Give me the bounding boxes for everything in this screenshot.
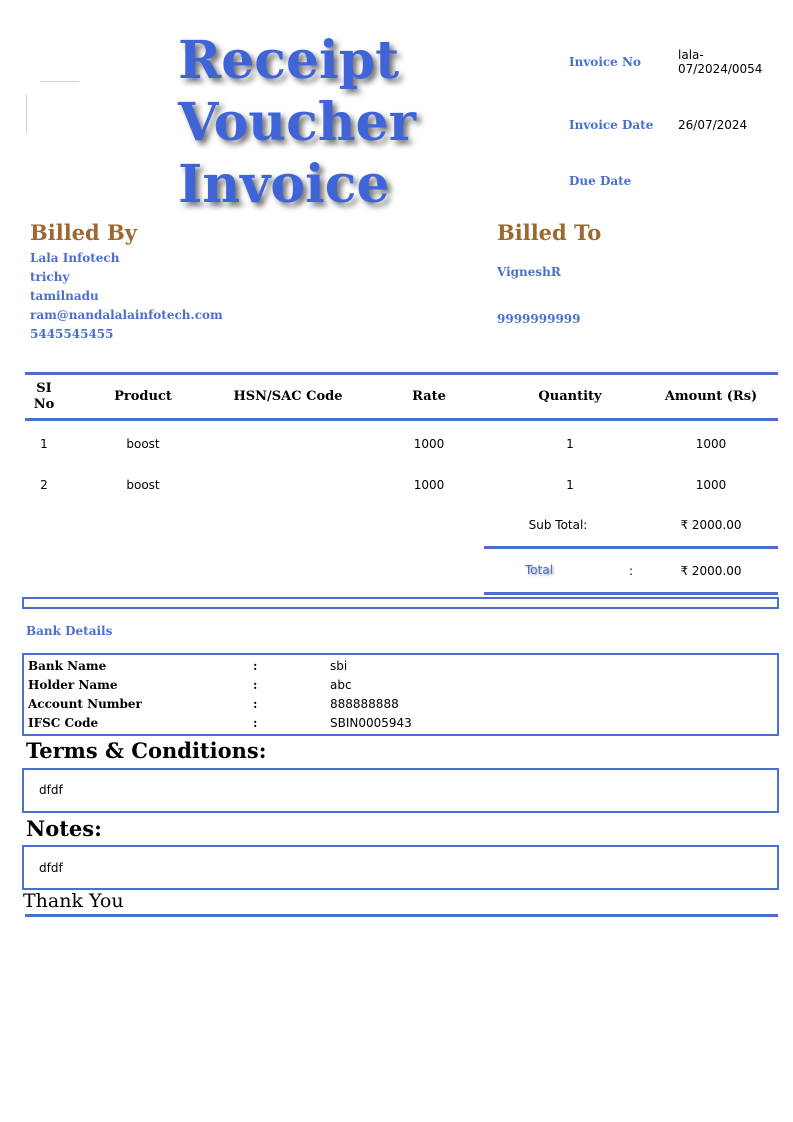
invoice-no-value xyxy=(678,48,762,76)
ifsc-code-value: SBIN0005943 xyxy=(330,716,412,730)
terms-text: dfdf xyxy=(39,783,63,797)
invoice-no-label: Invoice No xyxy=(569,55,641,69)
row-1-product: boost xyxy=(126,437,160,451)
column-header-si-line2: No xyxy=(33,397,55,412)
terms-heading: Terms & Conditions: xyxy=(26,738,267,763)
column-header-si-line1: SI xyxy=(36,381,52,396)
billed-by-city: trichy xyxy=(30,270,70,284)
column-header-hsn: HSN/SAC Code xyxy=(233,389,343,404)
bank-name-colon: : xyxy=(253,659,258,673)
billed-to-heading: Billed To xyxy=(497,220,602,245)
table-top-rule xyxy=(25,372,778,375)
thank-you-text: Thank You xyxy=(23,890,124,912)
bank-details-heading: Bank Details xyxy=(26,624,113,638)
column-header-quantity: Quantity xyxy=(538,389,602,404)
ifsc-code-label: IFSC Code xyxy=(28,716,99,730)
subtotal-label: Sub Total: xyxy=(528,518,588,532)
total-colon: : xyxy=(628,564,634,578)
bank-name-value: sbi xyxy=(330,659,348,673)
row-2-rate: 1000 xyxy=(413,478,445,492)
invoice-date-label: Invoice Date xyxy=(569,118,654,132)
column-header-amount: Amount (Rs) xyxy=(664,389,758,404)
invoice-date-value: 26/07/2024 xyxy=(678,118,748,132)
row-1-rate: 1000 xyxy=(413,437,445,451)
billed-by-phone: 5445545455 xyxy=(30,327,114,341)
title-line-3: Invoice xyxy=(178,154,390,215)
row-2-amount: 1000 xyxy=(695,478,727,492)
subtotal-value: ₹ 2000.00 xyxy=(680,518,742,532)
holder-name-colon: : xyxy=(253,678,258,692)
due-date-label: Due Date xyxy=(569,174,632,188)
billed-to-phone: 9999999999 xyxy=(497,312,581,326)
account-number-value: 888888888 xyxy=(330,697,399,711)
billed-to-name: VigneshR xyxy=(497,265,561,279)
row-1-amount: 1000 xyxy=(695,437,727,451)
column-header-product: Product xyxy=(114,389,172,404)
account-number-label: Account Number xyxy=(28,697,142,711)
total-bottom-rule xyxy=(484,592,778,595)
row-1-si: 1 xyxy=(40,437,48,451)
notes-box xyxy=(22,845,779,890)
column-header-rate: Rate xyxy=(412,389,446,404)
invoice-no-value-line2: 07/2024/0054 xyxy=(678,62,763,76)
billed-by-heading: Billed By xyxy=(30,220,137,245)
holder-name-label: Holder Name xyxy=(28,678,118,692)
total-value: ₹ 2000.00 xyxy=(680,564,742,578)
ifsc-code-colon: : xyxy=(253,716,258,730)
table-header-rule xyxy=(25,418,778,421)
billed-by-email: ram@nandalalainfotech.com xyxy=(30,308,223,322)
logo-placeholder-line xyxy=(40,81,79,82)
logo-placeholder-border xyxy=(26,95,27,133)
holder-name-value: abc xyxy=(330,678,352,692)
title-line-1: Receipt xyxy=(178,30,400,91)
invoice-no-value-line1: lala- xyxy=(678,48,704,62)
row-2-quantity: 1 xyxy=(566,478,574,492)
billed-by-company: Lala Infotech xyxy=(30,251,120,265)
notes-heading: Notes: xyxy=(26,816,102,841)
row-1-quantity: 1 xyxy=(566,437,574,451)
total-top-rule xyxy=(484,546,778,549)
billed-by-state: tamilnadu xyxy=(30,289,99,303)
row-2-product: boost xyxy=(126,478,160,492)
footer-rule xyxy=(25,914,778,917)
notes-text: dfdf xyxy=(39,861,63,875)
row-2-si: 2 xyxy=(40,478,48,492)
document-title xyxy=(178,30,416,216)
separator-box xyxy=(22,597,779,609)
bank-name-label: Bank Name xyxy=(28,659,107,673)
title-line-2: Voucher xyxy=(178,92,417,153)
column-header-si xyxy=(25,381,63,413)
account-number-colon: : xyxy=(253,697,258,711)
total-label: Total xyxy=(525,563,554,577)
terms-box xyxy=(22,768,779,813)
